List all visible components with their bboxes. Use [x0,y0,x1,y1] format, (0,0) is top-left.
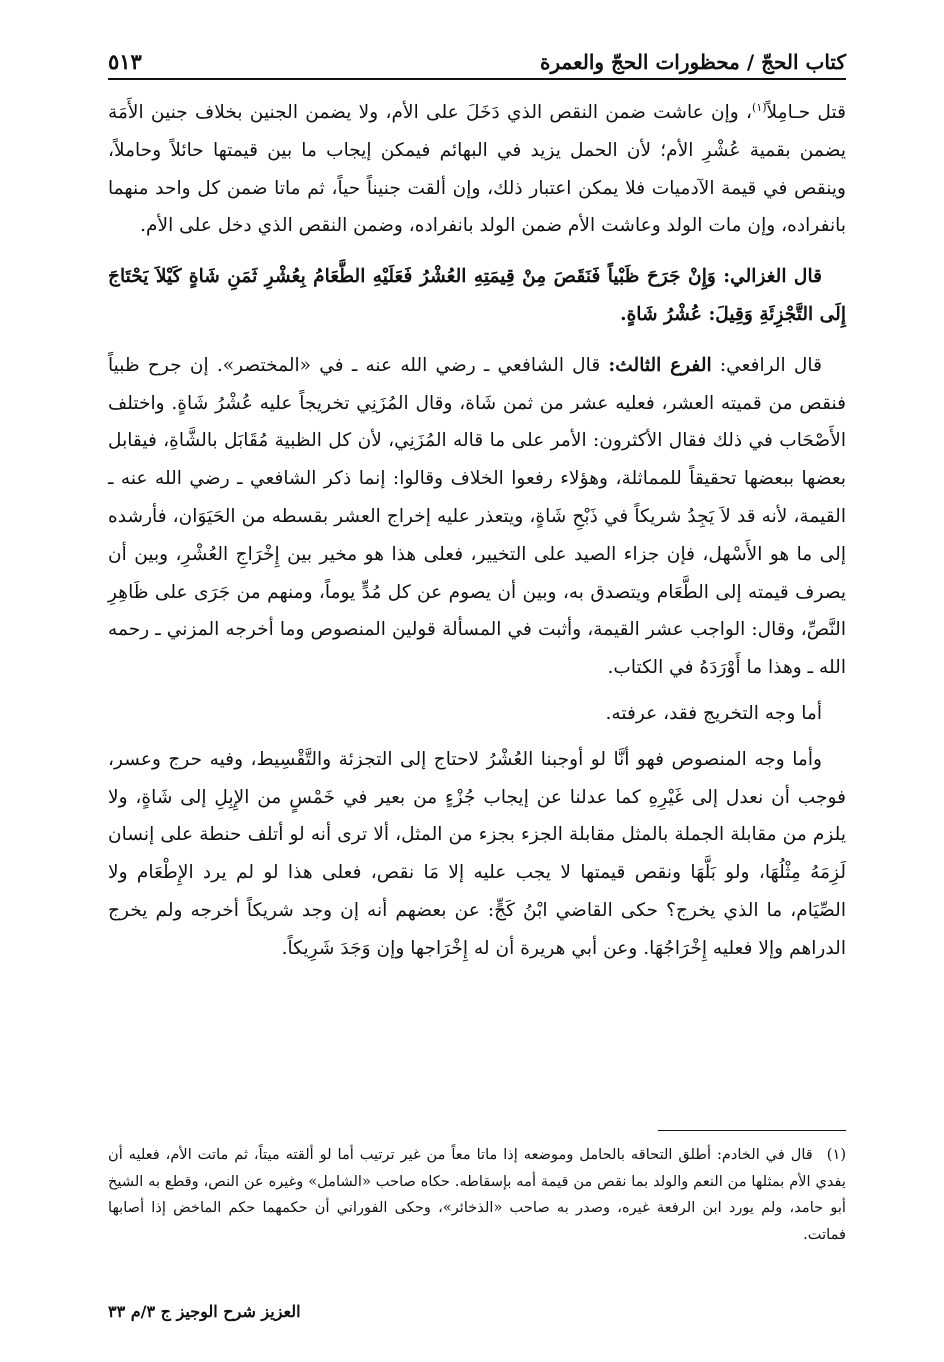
running-header [108,40,846,74]
paragraph-5 [108,741,846,968]
main-text [108,94,846,968]
paragraph-ghazali [108,258,846,334]
header-divider [108,78,846,80]
paragraph-1-text: قتل حـامِلاً$^{(١)}$، وإن عاشت ضمن النقص الذي دَخَلَ على الأم، ولا يضمن الجنين بخلاف جنين الأَمَة يضمن بقمية عُشْرِ الأم؛ لأن الحمل يزيد في البهائم فيمكن إيجاب ما بين قيمتها حائلاً وحاملاً، وينقص في قيمة الآدميات فلا يمكن اعتبار ذلك، وإن ألقت جنيناً حياً، ثم ماتا ضمن كل واحد منهما بانفراده، وإن مات الولد وعاشت الأم ضمن الولد بانفراده، وضمن النقص الذي دخل على الأم. [108,100,846,237]
footnote-reference[interactable]: (١) [752,100,767,114]
paragraph-5-text: وأما وجه المنصوص فهو أنَّا لو أوجبنا العُشْرُ لاحتاج إلى التجزئة والتَّقْسِيط، وفيه حرج وعسر، فوجب أن نعدل إلى غَيْرِهِ كما عدلنا عن إيجاب جُزْءٍ من بعير في خَمْسٍ من الإِبِلِ إلى شَاةٍ، ولا يلزم من مقابلة الجملة بالمثل مقابلة الجزء بجزء من المثل، ألا ترى أنه لو أتلف حنطة على إنسان لَزِمَهُ مِثْلُهَا، ولو بَلَّهَا ونقص قيمتها لا يجب عليه إلا مَا نقص، فعلى هذا لو لم يرد الإِطْعَام ولا الصِّيَام، ما الذي يخرج؟ حكى القاضي ابْنُ كَجٍّ: عن بعضهم أنه إن وجد شريكاً أخرجه ولم يخرج الدراهم وإلا فعليه إِخْرَاجُهَا. وعن أبي هريرة أن له إِخْرَاجها وإن وَجَدَ شَرِيكاً. [108,748,846,959]
header-title: كتاب الحجّ / محظورات الحجّ والعمرة [540,50,846,74]
rafii-label: قال الرافعي: [719,354,822,376]
section-heading: الفرع الثالث: [608,354,712,376]
footnote-number: (١) [826,1146,847,1163]
footnote-text: قال في الخادم: أطلق التحاقه بالحامل وموضعه إذا ماتا معاً من غير ترتيب أما لو ألقته ميتاً، ثم ماتت الأم، فعليه أن يفدي الأم بمثلها من النعم والولد بما نقص من قيمة أمه بإسقاطه. حكاه صاحب «الشامل» وغيره عن النص، وقطع به الشيخ أبو حامد، ولم يورد ابن الرفعة غيره، وصدر به صاحب «الذخائر»، وحكى الفوراني أن حكمهما حكم الماخض إذا أصابها فماتت. [108,1146,846,1243]
rafii-text: الفرع الثالث: قال الشافعي ـ رضي الله عنه ـ في «المختصر». إن جرح ظبياً فنقص من قميته العشر، فعليه عشر من ثمن شَاة، وقال المُزَنِي تخريجاً عليه عُشْرُ شَاةٍ. واختلف الأَصْحَاب في ذلك فقال الأكثرون: الأمر على ما قاله المُزَنِي، لأن كل الظبية مُقَابَل بالشَّاةِ، فيقابل بعضها ببعضها تحقيقاً للمماثلة، وهؤلاء رفعوا الخلاف وقالوا: إنما ذكر الشافعي ـ رضي الله عنه ـ القيمة، لأنه قد لاَ يَجِدُ شريكاً في ذَبْحِ شَاةٍ، ويتعذر عليه إخراج العشر بقسطه من الحَيَوَان، فأرشده إلى ما هو الأَسْهل، فإن جزاء الصيد على التخيير، فعلى هذا هو مخير بين إِخْرَاجِ العُشْرِ، وبين أن يصرف قيمته إلى الطَّعَام ويتصدق به، وبين أن يصوم عن كل مُدٍّ يوماً، ومنهم من جَرَى على ظَاهِرِ النَّصِّ، وقال: الواجب عشر القيمة، وأثبت في المسألة قولين المنصوص وما أخرجه المزني ـ رحمه الله ـ وهذا ما أَوْرَدَهُ في الكتاب. [108,354,846,679]
footnote-divider [658,1130,846,1131]
paragraph-1 [108,94,846,245]
paragraph-rafii [108,347,846,687]
book-signature: العزيز شرح الوجيز ج ٣/م ٣٣ [108,1302,301,1321]
paragraph-4 [108,695,846,733]
page-number: ٥١٣ [108,49,142,74]
ghazali-text: قال الغزالي: وَإِنْ جَرَحَ ظَبْياً فَنَقَصَ مِنْ قِيمَتِهِ العُشْرُ فَعَلَيْهِ الطَّعَامُ بِعُشْرِ ثَمَنِ شَاةٍ كَيْلاَ يَحْتَاجَ إِلَى التَّجْزِئَةِ وَقِيلَ: عُشْرُ شَاةٍ. [108,266,846,325]
paragraph-4-text: أما وجه التخريج فقد، عرفته. [605,702,822,724]
footnote [108,1142,846,1248]
